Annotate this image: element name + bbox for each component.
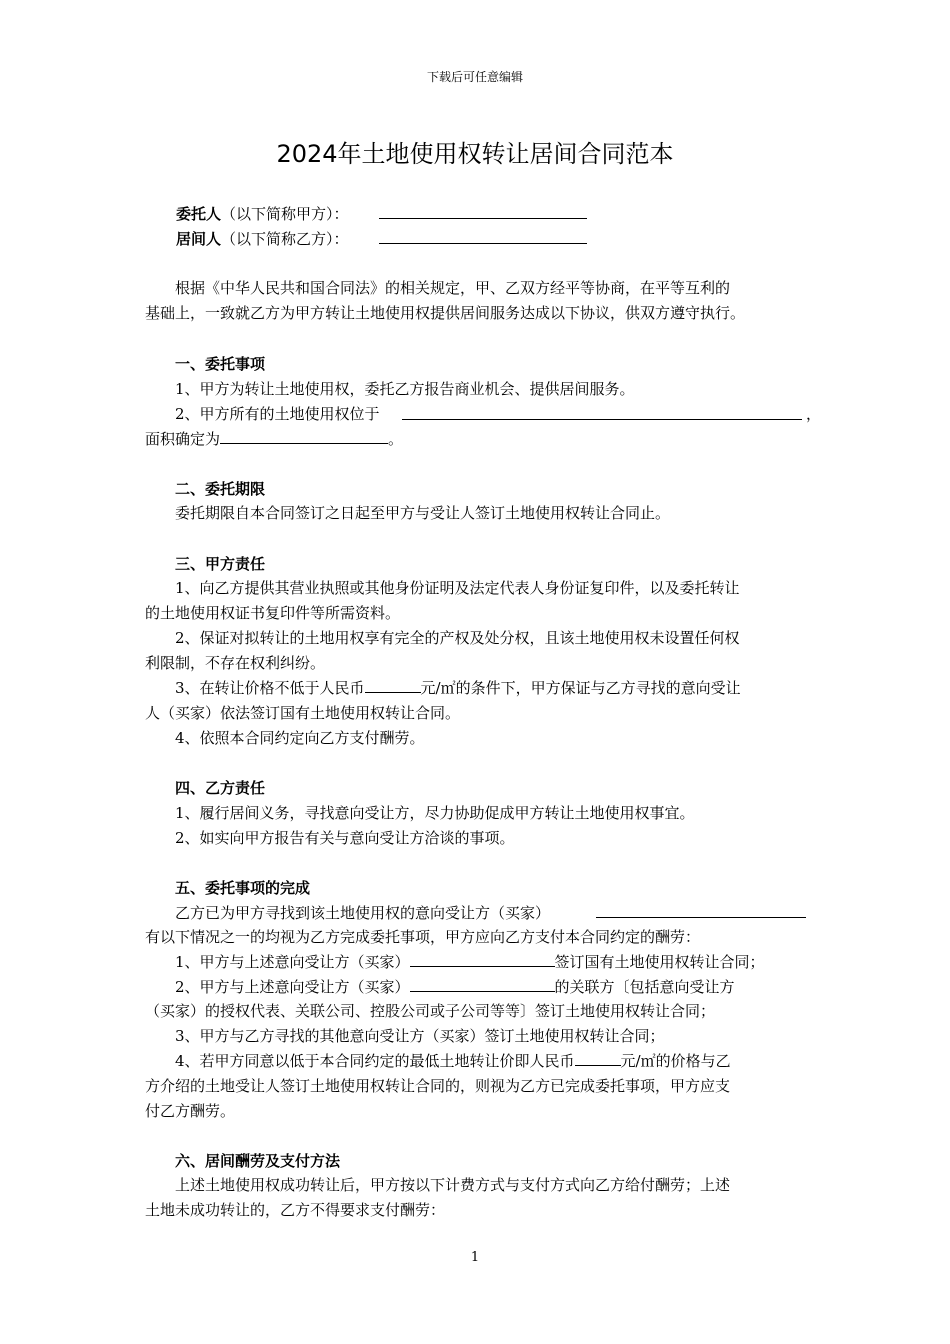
area-blank[interactable] [220, 429, 388, 444]
area-label: 面积确定为 [145, 430, 221, 448]
s5-item-4-tail: 元/㎡的价格与乙 [620, 1052, 731, 1070]
section-1-heading: 一、委托事项 [175, 355, 266, 373]
broker-blank[interactable] [379, 243, 587, 244]
s4-item-2: 2、如实向甲方报告有关与意向受让方洽谈的事项。 [175, 829, 515, 847]
broker-label: 居间人 [176, 230, 222, 248]
broker-line [176, 228, 349, 249]
s5-item-2c: （买家）的授权代表、关联公司、控股公司或子公司等等〕签订土地使用权转让合同； [145, 1002, 716, 1020]
s5-item-4a [175, 1050, 731, 1071]
min-price-blank[interactable] [365, 678, 421, 693]
s5-item-2-label: 2、甲方与上述意向受让方（买家） [175, 978, 410, 996]
preamble-line-2: 基础上，一致就乙方为甲方转让土地使用权提供居间服务达成以下协议，供双方遵守执行。 [145, 304, 746, 322]
s3-item-1a: 1、向乙方提供其营业执照或其他身份证明及法定代表人身份证复印件，以及委托转让 [175, 579, 740, 597]
s3-item-1b: 的土地使用权证书复印件等所需资料。 [145, 604, 401, 622]
s5-item-4c: 方介绍的土地受让人签订土地使用权转让合同的，则视为乙方已完成委托事项，甲方应支 [145, 1077, 731, 1095]
s5-item-1-label: 1、甲方与上述意向受让方（买家） [175, 953, 410, 971]
section-4-heading: 四、乙方责任 [175, 779, 266, 797]
section-5-heading: 五、委托事项的完成 [175, 879, 311, 897]
s6-item-1a: 上述土地使用权成功转让后，甲方按以下计费方式与支付方式向乙方给付酬劳；上述 [175, 1176, 731, 1194]
client-note: （以下简称甲方）： [221, 205, 349, 223]
area-end: 。 [388, 430, 404, 448]
section-2-heading: 二、委托期限 [175, 480, 266, 498]
s3-item-4: 4、依照本合同约定向乙方支付酬劳。 [175, 729, 425, 747]
lowest-price-blank[interactable] [575, 1051, 621, 1066]
s3-item-2b: 利限制，不存在权利纠纷。 [145, 654, 326, 672]
s5-item-0a: 乙方已为甲方寻找到该土地使用权的意向受让方（买家） [175, 904, 551, 922]
client-line [176, 203, 349, 224]
preamble-line-1: 根据《中华人民共和国合同法》的相关规定，甲、乙双方经平等协商，在平等互利的 [175, 279, 731, 297]
price-tail: 元/㎡的条件下，甲方保证与乙方寻找的意向受让 [420, 679, 741, 697]
broker-note: （以下简称乙方）： [221, 230, 349, 248]
s4-item-1: 1、履行居间义务，寻找意向受让方，尽力协助促成甲方转让土地使用权事宜。 [175, 804, 695, 822]
s5-item-4-label: 4、若甲方同意以低于本合同约定的最低土地转让价即人民币 [175, 1052, 575, 1070]
buyer-blank[interactable] [596, 917, 806, 918]
client-label: 委托人 [176, 205, 222, 223]
section-3-heading: 三、甲方责任 [175, 555, 266, 573]
header-note: 下载后可任意编辑 [426, 70, 523, 84]
s1-item-2-area [145, 428, 810, 449]
s5-item-0b: 有以下情况之一的均视为乙方完成委托事项，甲方应向乙方支付本合同约定的酬劳： [145, 928, 701, 946]
s1-item-1: 1、甲方为转让土地使用权，委托乙方报告商业机会、提供居间服务。 [175, 380, 635, 398]
s3-item-2a: 2、保证对拟转让的土地用权享有完全的产权及处分权，且该土地使用权未设置任何权 [175, 629, 740, 647]
s5-item-1 [175, 951, 765, 972]
s3-item-3a [175, 677, 741, 698]
section-6-heading: 六、居间酬劳及支付方法 [175, 1152, 341, 1170]
s5-item-4d: 付乙方酬劳。 [145, 1102, 236, 1120]
client-blank[interactable] [379, 218, 587, 219]
page-number: 1 [470, 1250, 480, 1265]
s1-item-2-comma: ， [806, 405, 822, 423]
price-label: 3、在转让价格不低于人民币 [175, 679, 365, 697]
s6-item-1b: 土地未成功转让的，乙方不得要求支付酬劳： [145, 1201, 446, 1219]
s5-buyer-blank-1[interactable] [410, 952, 555, 967]
s5-item-1-tail: 签订国有土地使用权转让合同； [554, 953, 765, 971]
s2-item-1: 委托期限自本合同签订之日起至甲方与受让人签订土地使用权转让合同止。 [175, 504, 671, 522]
s5-buyer-blank-2[interactable] [410, 977, 555, 992]
s5-item-3: 3、甲方与乙方寻找的其他意向受让方（买家）签订土地使用权转让合同； [175, 1027, 665, 1045]
s5-item-2-tail: 的关联方〔包括意向受让方 [554, 978, 735, 996]
s5-item-2 [175, 976, 735, 997]
s3-item-3c: 人（买家）依法签订国有土地使用权转让合同。 [145, 704, 461, 722]
document-title: 2024年土地使用权转让居间合同范本 [276, 140, 674, 168]
land-location-blank[interactable] [402, 419, 802, 420]
s1-item-2-start: 2、甲方所有的土地使用权位于 [175, 405, 380, 423]
